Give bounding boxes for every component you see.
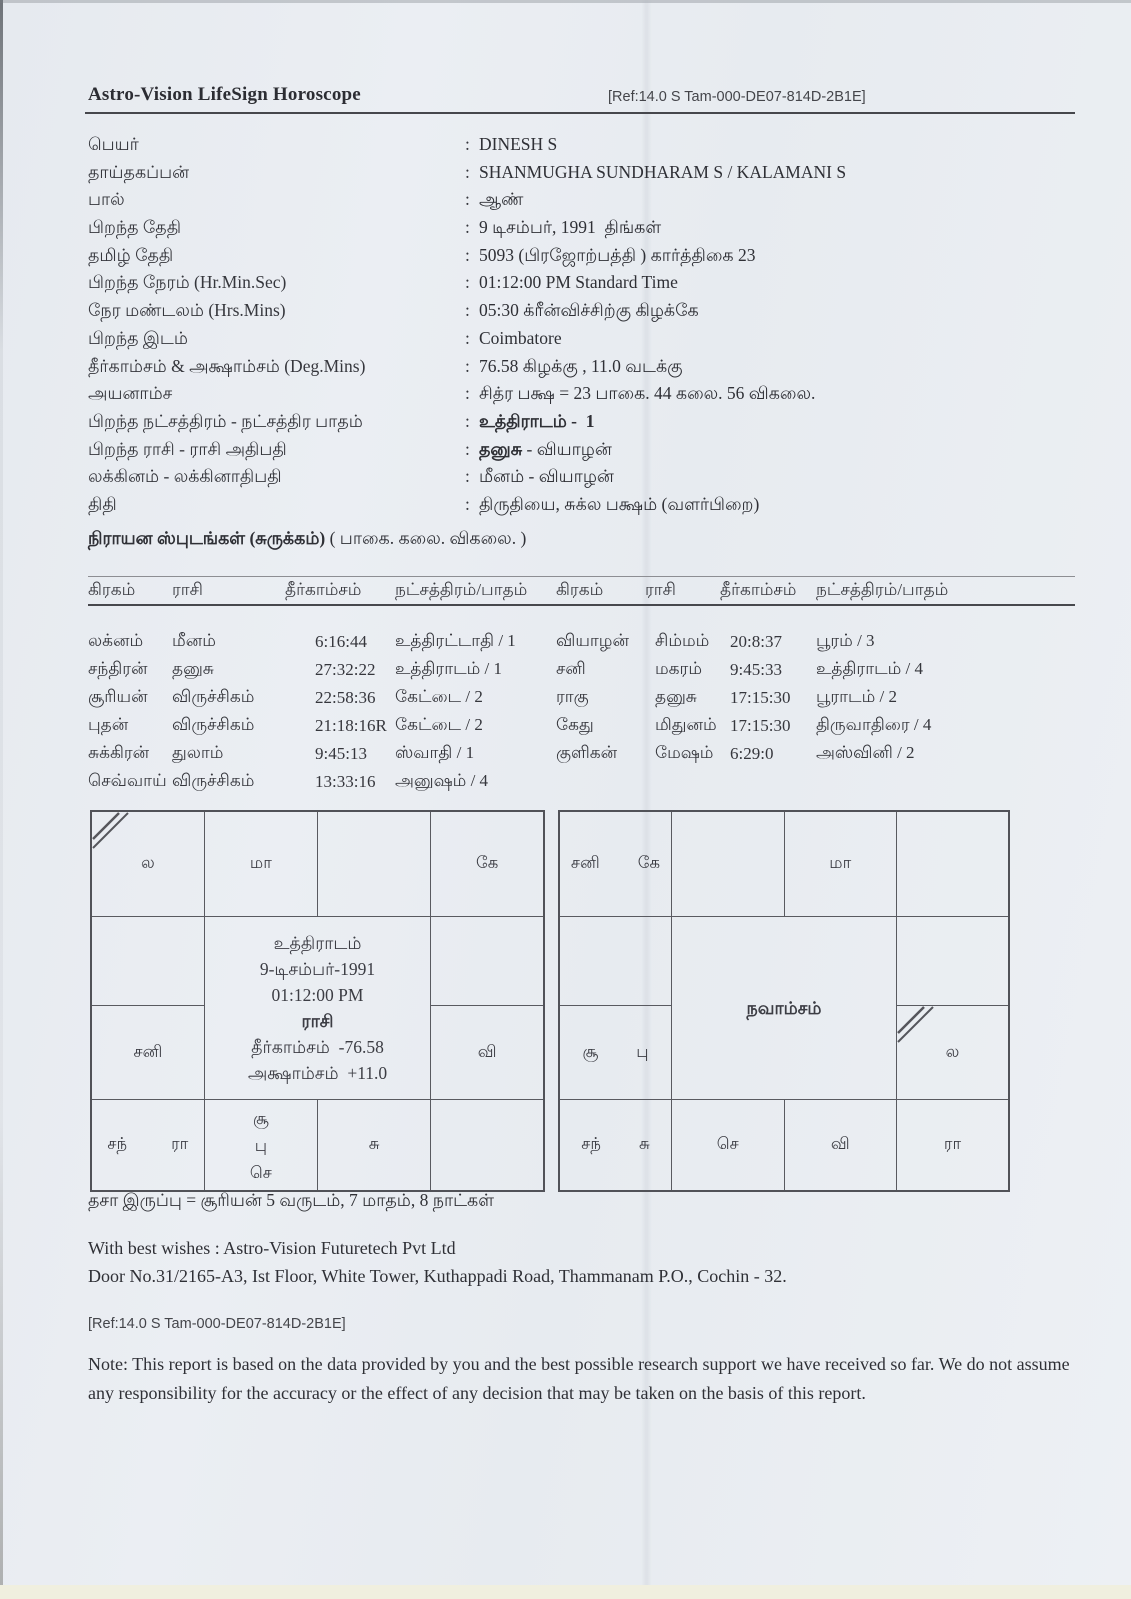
footer-ref-code: [Ref:14.0 S Tam-000-DE07-814D-2B1E]	[88, 1316, 346, 1332]
cell-rasi: மேஷம்	[655, 743, 714, 762]
navamsa-cell-kumbham	[559, 917, 672, 1006]
info-colon: :	[465, 493, 470, 514]
cell-star: கேட்டை / 2	[395, 715, 483, 734]
cell-rasi: சிம்மம்	[655, 631, 710, 650]
info-colon: :	[465, 161, 470, 182]
cell-longitude: 9:45:33	[730, 660, 782, 679]
planet-abbrev: செ	[716, 1134, 739, 1153]
info-value: சித்ர பக்ஷ = 23 பாகை. 44 கலை. 56 விகலை.	[479, 383, 816, 404]
lagna-marker-icon	[897, 1006, 935, 1044]
navamsa-cell-viruchikam	[672, 1100, 785, 1192]
info-value: மீனம் - வியாழன்	[479, 466, 614, 487]
navamsa-cell-mithunam	[897, 811, 1010, 917]
info-row-birth-date	[88, 214, 1078, 242]
cell-planet: புதன்	[88, 715, 129, 734]
info-label: திதி	[88, 493, 117, 514]
info-value: 76.58 கிழக்கு , 11.0 வடக்கு	[479, 355, 683, 376]
info-label: பிறந்த நட்சத்திரம் - நட்சத்திர பாதம்	[88, 410, 363, 431]
rasi-cell-mesham	[204, 811, 317, 917]
rasi-cell-mithunam	[431, 811, 544, 917]
cell-star: திருவாதிரை / 4	[816, 715, 932, 734]
info-label: தமிழ் தேதி	[88, 244, 174, 265]
rasi-cell-thulam	[318, 1100, 431, 1192]
info-value: 9 டிசம்பர், 1991 திங்கள்	[479, 217, 662, 238]
info-colon: :	[465, 355, 470, 376]
disclaimer-note: Note: This report is based on the data provided by you and the best possible research support we have received so far. We do not assume any responsibility for the accuracy or the effect of any decision that may be taken on the basis of this report.	[88, 1354, 1070, 1403]
planet-abbrev: ல	[141, 853, 155, 872]
cell-rasi: மீனம்	[172, 631, 216, 650]
header-ref-code: [Ref:14.0 S Tam-000-DE07-814D-2B1E]	[608, 89, 866, 105]
rasi-cell-meenam	[91, 811, 204, 917]
navamsa-cell-mesham	[672, 811, 785, 917]
cell-longitude: 20:8:37	[730, 632, 782, 651]
cell-star: கேட்டை / 2	[395, 687, 483, 706]
cell-longitude: 6:16:44	[315, 632, 367, 651]
planet-abbrev: மா	[249, 853, 272, 872]
planet-abbrev: பு	[636, 1041, 649, 1061]
col-header-rasi: ராசி	[172, 579, 203, 599]
cell-longitude: 17:15:30	[730, 688, 791, 707]
info-row-birth-time	[88, 269, 1078, 297]
table-row	[88, 740, 1075, 768]
chart-title: நவாம்சம்	[746, 998, 822, 1018]
info-value: ஆண்	[479, 189, 524, 210]
info-value: தனுசு - வியாழன்	[479, 438, 612, 459]
navamsa-chart-center	[672, 917, 897, 1100]
cell-rasi: துலாம்	[172, 743, 224, 762]
info-colon: :	[465, 244, 470, 265]
cell-longitude: 21:18:16R	[315, 716, 387, 735]
info-label: அயனாம்ச	[88, 383, 173, 404]
info-row-tithi	[88, 491, 1078, 519]
cell-star: பூரம் / 3	[816, 631, 875, 650]
info-label: பிறந்த இடம்	[88, 327, 188, 348]
info-label: நேர மண்டலம் (Hrs.Mins)	[88, 300, 286, 321]
publisher-address: Door No.31/2165-A3, Ist Floor, White Tower, Kuthappadi Road, Thammanam P.O., Cochin - 32.	[88, 1266, 787, 1286]
info-colon: :	[465, 466, 470, 487]
cell-star: அஸ்வினி / 2	[816, 743, 915, 762]
info-colon: :	[465, 383, 470, 404]
planet-abbrev: செ	[249, 1162, 272, 1182]
info-colon: :	[465, 300, 470, 321]
cell-rasi: தனுசு	[655, 687, 697, 706]
navamsa-chart	[558, 810, 1010, 1192]
navamsa-cell-thulam	[784, 1100, 897, 1192]
rasi-chart	[90, 810, 545, 1192]
cell-star: உத்திராடம் / 4	[816, 659, 924, 678]
planet-abbrev: சூ	[582, 1041, 599, 1061]
page-title: Astro-Vision LifeSign Horoscope	[88, 84, 361, 105]
rasi-cell-rishabam	[318, 811, 431, 917]
info-row-tamil-date	[88, 242, 1078, 270]
planet-abbrev: சந்	[107, 1134, 128, 1153]
birth-date: 9-டிசம்பர்-1991	[259, 959, 376, 979]
planet-abbrev: சு	[638, 1134, 650, 1153]
planet-abbrev: ரா	[943, 1134, 962, 1153]
birth-time: 01:12:00 PM	[271, 985, 364, 1005]
cell-planet: சுக்கிரன்	[88, 743, 150, 762]
planet-abbrev: கே	[475, 853, 499, 872]
scan-edge-left	[0, 0, 3, 1599]
info-value: திருதியை, சுக்ல பக்ஷம் (வளர்பிறை)	[479, 493, 760, 514]
birth-star: உத்திராடம்	[273, 933, 362, 953]
cell-star: பூராடம் / 2	[816, 687, 897, 706]
scan-edge-top	[0, 0, 1131, 3]
rasi-cell-kanni	[431, 1100, 544, 1192]
planet-abbrev: சனி	[133, 1041, 163, 1061]
cell-planet: லக்னம்	[88, 631, 144, 650]
info-colon: :	[465, 134, 470, 154]
cell-planet: கேது	[556, 715, 594, 734]
cell-longitude: 22:58:36	[315, 688, 376, 707]
navamsa-cell-meenam	[559, 811, 672, 917]
info-row-parents	[88, 159, 1078, 187]
col-header-rasi: ராசி	[645, 579, 676, 599]
cell-rasi: மகரம்	[655, 659, 703, 678]
planet-abbrev: சூ	[252, 1108, 269, 1128]
table-row	[88, 712, 1075, 740]
cell-star: அனுஷம் / 4	[395, 771, 489, 790]
cell-planet: சந்திரன்	[88, 659, 148, 678]
cell-rasi: மிதுனம்	[655, 715, 717, 734]
info-row-name	[88, 131, 1078, 159]
info-colon: :	[465, 438, 470, 459]
info-label: பிறந்த நேரம் (Hr.Min.Sec)	[88, 272, 287, 293]
col-header-longitude: தீர்காம்சம்	[285, 579, 362, 599]
rasi-cell-makaram	[91, 1006, 204, 1100]
info-label: லக்கினம் - லக்கினாதிபதி	[88, 466, 282, 487]
navamsa-cell-katakam	[897, 917, 1010, 1006]
planet-abbrev: வி	[830, 1134, 850, 1153]
cell-star: உத்திரட்டாதி / 1	[395, 631, 516, 650]
info-label: பால்	[88, 189, 125, 210]
planet-abbrev: ல	[945, 1041, 960, 1061]
table-header-row	[88, 577, 1075, 604]
table-row	[88, 628, 1075, 656]
chart-longitude: தீர்காம்சம் -76.58	[251, 1037, 384, 1057]
cell-planet: ராகு	[556, 687, 589, 706]
info-colon: :	[465, 272, 470, 293]
info-label: பிறந்த ராசி - ராசி அதிபதி	[88, 438, 287, 459]
info-row-rasi	[88, 436, 1078, 464]
cell-longitude: 13:33:16	[315, 772, 376, 791]
header-divider	[85, 112, 1075, 114]
cell-planet: சனி	[556, 659, 586, 678]
col-header-planet: கிரகம்	[88, 579, 136, 599]
planet-abbrev: ரா	[171, 1134, 189, 1153]
birth-info-table	[88, 131, 1078, 519]
table-body	[88, 628, 1075, 796]
cell-rasi: தனுசு	[172, 659, 214, 678]
positions-table	[88, 576, 1075, 796]
info-colon: :	[465, 410, 470, 431]
table-row	[88, 656, 1075, 684]
planet-abbrev: வி	[477, 1041, 497, 1061]
cell-planet: குளிகன்	[556, 743, 618, 762]
planet-abbrev: பு	[254, 1135, 268, 1155]
lagna-marker-icon	[92, 812, 130, 850]
info-label: பிறந்த தேதி	[88, 217, 182, 238]
planet-abbrev: சு	[368, 1134, 380, 1153]
info-label: தாய்தகப்பன்	[88, 161, 190, 182]
info-colon: :	[465, 217, 470, 238]
chart-latitude: அக்ஷாம்சம் +11.0	[247, 1063, 388, 1083]
scan-edge-bottom	[0, 1585, 1131, 1599]
info-value: 05:30 க்ரீன்விச்சிற்கு கிழக்கே	[479, 300, 699, 321]
planet-abbrev: கே	[637, 853, 661, 872]
col-header-longitude: தீர்காம்சம்	[720, 579, 797, 599]
info-colon: :	[465, 327, 470, 348]
cell-longitude: 17:15:30	[730, 716, 791, 735]
col-header-planet: கிரகம்	[556, 579, 604, 599]
cell-rasi: விருச்சிகம்	[172, 771, 255, 790]
info-value: 01:12:00 PM Standard Time	[479, 272, 678, 293]
positions-section-heading: நிராயன ஸ்புடங்கள் (சுருக்கம்) ( பாகை. கலை. விகலை. )	[88, 528, 527, 548]
rasi-cell-simmam	[431, 1006, 544, 1100]
table-row	[88, 684, 1075, 712]
rasi-cell-kumbham	[91, 917, 204, 1006]
cell-longitude: 27:32:22	[315, 660, 376, 679]
chart-title: ராசி	[301, 1011, 334, 1031]
navamsa-cell-simmam	[897, 1006, 1010, 1100]
info-value: DINESH S	[479, 134, 558, 154]
cell-planet: சூரியன்	[88, 687, 148, 706]
info-value: SHANMUGHA SUNDHARAM S / KALAMANI S	[479, 161, 847, 182]
cell-rasi: விருச்சிகம்	[172, 715, 255, 734]
rasi-cell-katakam	[431, 917, 544, 1006]
col-header-star: நட்சத்திரம்/பாதம்	[816, 579, 949, 599]
table-row	[88, 768, 1075, 796]
publisher-line: With best wishes : Astro-Vision Futuretech Pvt Ltd	[88, 1238, 456, 1258]
col-header-star: நட்சத்திரம்/பாதம்	[395, 579, 528, 599]
rasi-cell-viruchikam	[204, 1100, 317, 1192]
navamsa-cell-dhanusu	[559, 1100, 672, 1192]
cell-star: உத்திராடம் / 1	[395, 659, 503, 678]
info-row-gender	[88, 186, 1078, 214]
info-label: தீர்காம்சம் & அக்ஷாம்சம் (Deg.Mins)	[88, 355, 366, 376]
info-label: பெயர்	[88, 134, 139, 154]
cell-planet: செவ்வாய்	[88, 771, 167, 790]
navamsa-cell-kanni	[897, 1100, 1010, 1192]
cell-longitude: 6:29:0	[730, 744, 774, 763]
planet-abbrev: சந்	[581, 1134, 601, 1153]
cell-planet: வியாழன்	[556, 631, 629, 650]
info-row-ayanamsa	[88, 380, 1078, 408]
table-header-rule	[88, 604, 1075, 606]
cell-rasi: விருச்சிகம்	[172, 687, 255, 706]
info-row-birth-place	[88, 325, 1078, 353]
info-row-star	[88, 408, 1078, 436]
planet-abbrev: சனி	[570, 853, 600, 872]
cell-star: ஸ்வாதி / 1	[395, 743, 475, 762]
navamsa-cell-rishabam	[784, 811, 897, 917]
info-row-long-lat	[88, 353, 1078, 381]
planet-abbrev: மா	[829, 853, 852, 872]
info-colon: :	[465, 189, 470, 210]
info-value: 5093 (பிரஜோற்பத்தி ) கார்த்திகை 23	[479, 244, 756, 265]
cell-longitude: 9:45:13	[315, 744, 367, 763]
info-value: உத்திராடம் - 1	[479, 410, 595, 431]
navamsa-cell-makaram	[559, 1006, 672, 1100]
info-value: Coimbatore	[479, 327, 562, 348]
info-row-lagna	[88, 463, 1078, 491]
info-row-time-zone	[88, 297, 1078, 325]
dasa-balance-line: தசா இருப்பு = சூரியன் 5 வருடம், 7 மாதம், 8 நாட்கள்	[88, 1190, 495, 1210]
rasi-cell-dhanusu	[91, 1100, 204, 1192]
rasi-chart-center	[204, 917, 431, 1100]
